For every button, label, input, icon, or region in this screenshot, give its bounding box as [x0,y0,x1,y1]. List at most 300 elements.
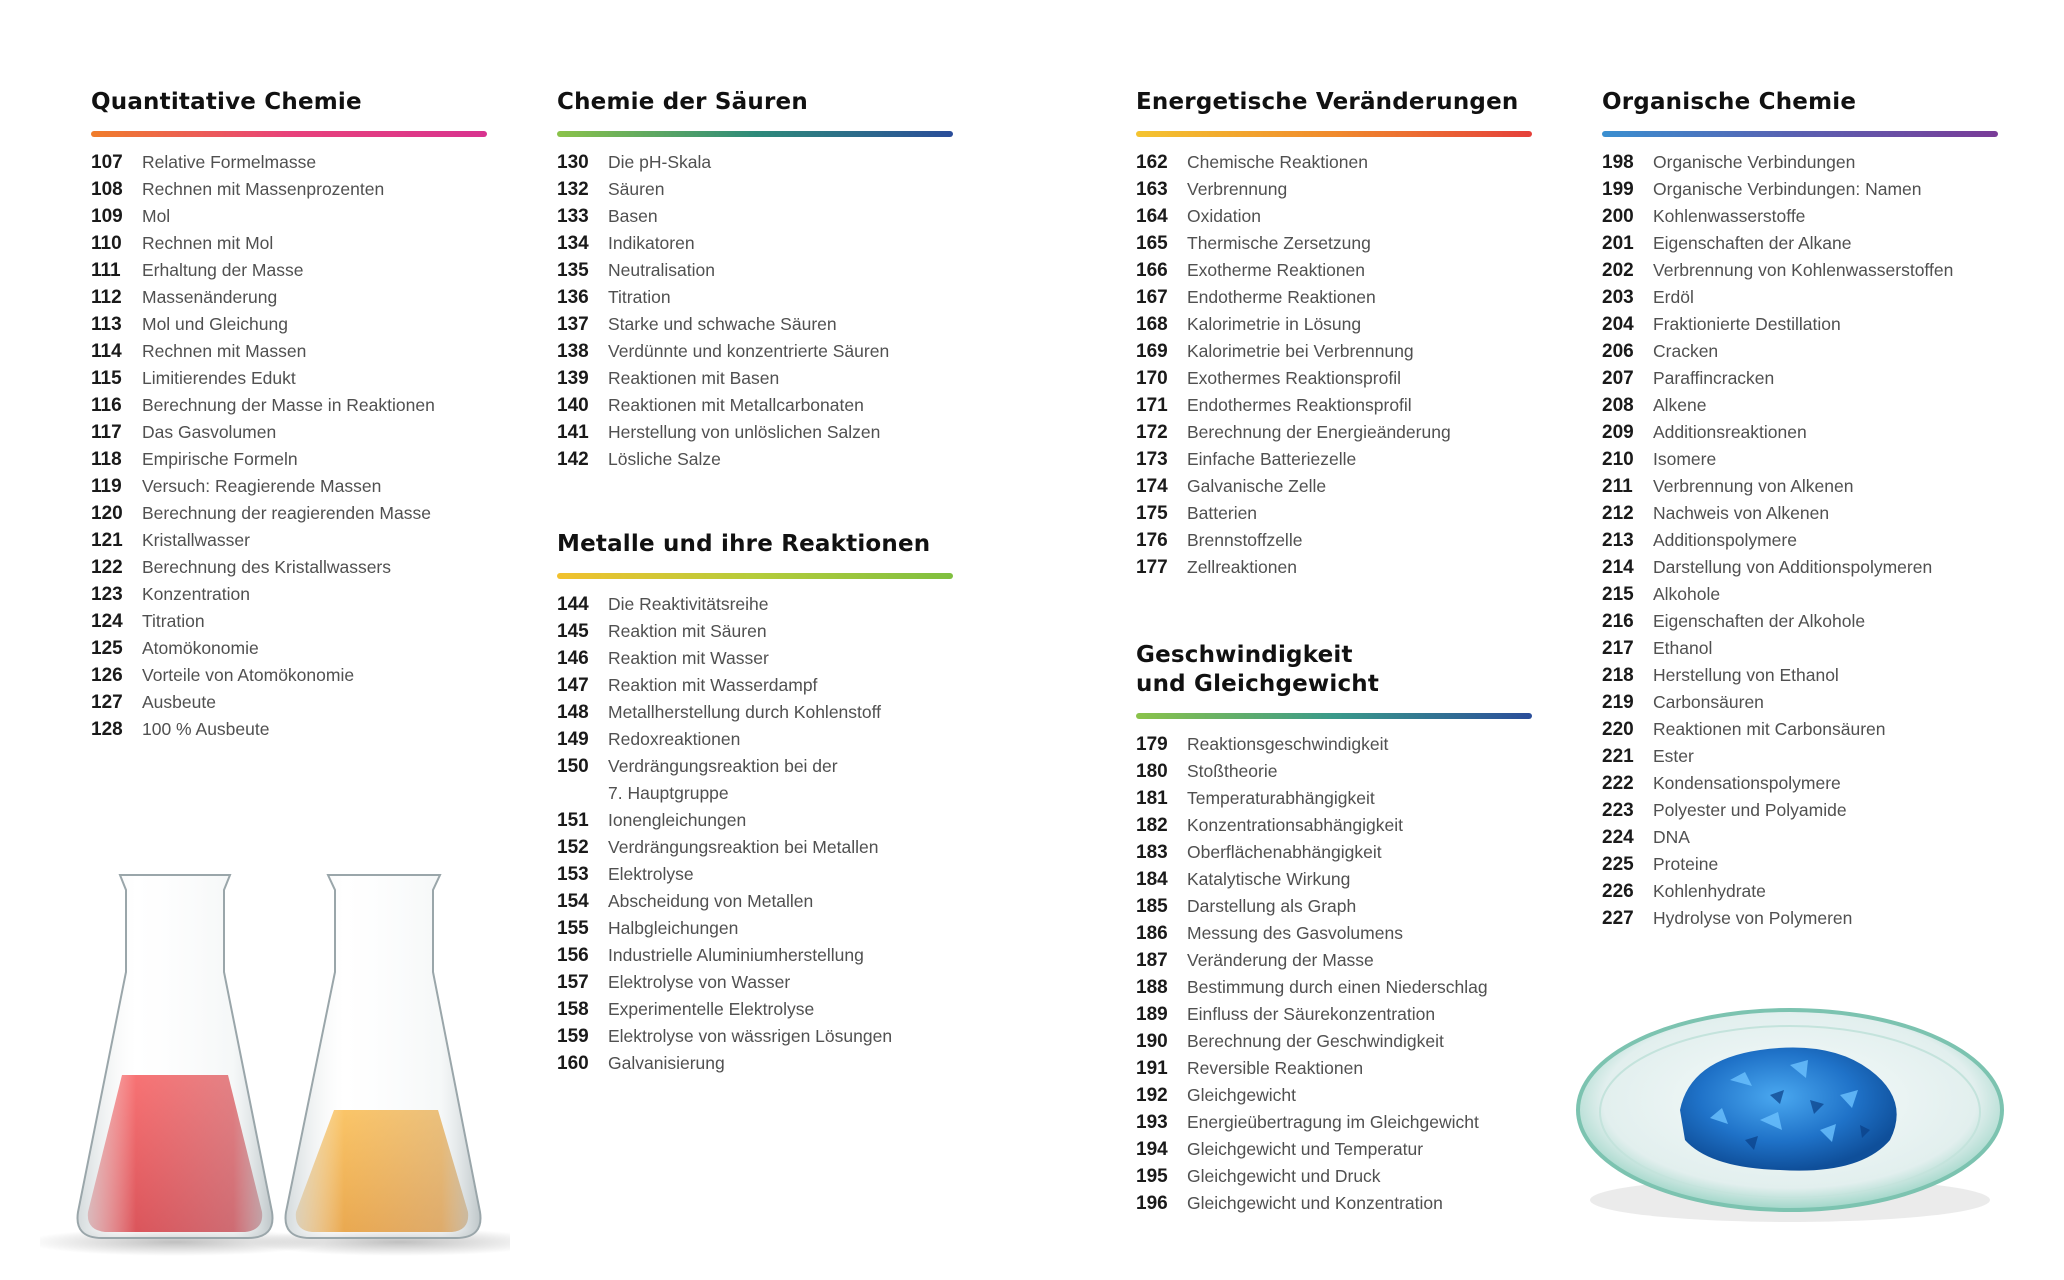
entry-title: Endotherme Reaktionen [1187,287,1376,307]
toc-entry[interactable] [1136,1136,1532,1163]
toc-entry[interactable] [557,1050,953,1077]
toc-entry[interactable] [1136,257,1532,284]
entry-title: Kalorimetrie in Lösung [1187,314,1362,334]
toc-entry[interactable] [1602,581,1998,608]
toc-entry[interactable] [1602,338,1998,365]
section-title-line: Chemie der Säuren [557,89,808,115]
toc-entry[interactable] [1136,1082,1532,1109]
section-color-bar [91,131,487,137]
page-number: 151 [557,810,589,831]
toc-entry[interactable] [1136,176,1532,203]
toc-entry[interactable] [1602,824,1998,851]
page-number: 185 [1136,896,1168,917]
page-number: 162 [1136,152,1168,173]
toc-entry[interactable] [557,149,953,176]
entry-title: Gleichgewicht [1187,1085,1296,1105]
toc-entry[interactable] [1602,608,1998,635]
toc-entry[interactable] [557,969,953,996]
entry-title: Limitierendes Edukt [142,368,296,388]
entry-title: Elektrolyse von Wasser [608,972,791,992]
toc-column-1 [91,88,487,801]
toc-entry[interactable] [557,230,953,257]
entry-title: Experimentelle Elektrolyse [608,999,815,1019]
toc-entry[interactable] [557,365,953,392]
toc-entry[interactable] [1602,797,1998,824]
toc-entry[interactable] [557,1023,953,1050]
toc-entry[interactable] [1602,770,1998,797]
section-title-line: Metalle und ihre Reaktionen [557,531,931,557]
toc-entry[interactable] [1136,473,1532,500]
page-number: 200 [1602,206,1634,227]
page-number: 111 [91,260,121,281]
toc-entry[interactable] [557,915,953,942]
section-title-line: Quantitative Chemie [91,89,362,115]
entry-title: Ester [1653,746,1694,766]
page-number: 224 [1602,827,1634,848]
entry-title: Organische Verbindungen [1653,152,1856,172]
page-number: 179 [1136,734,1168,755]
page-number: 109 [91,206,123,227]
entry-title: Additionspolymere [1653,530,1797,550]
page-number: 108 [91,179,123,200]
toc-entry[interactable] [1602,446,1998,473]
entry-title: Alkohole [1653,584,1721,604]
toc-entry[interactable] [557,834,953,861]
page-number: 219 [1602,692,1634,713]
toc-entry[interactable] [557,419,953,446]
page-number: 157 [557,972,589,993]
page-number: 226 [1602,881,1634,902]
toc-entry[interactable] [557,338,953,365]
toc-entry[interactable] [1602,851,1998,878]
entry-title: Vorteile von Atomökonomie [142,665,355,685]
toc-entry[interactable] [1602,230,1998,257]
page-number: 210 [1602,449,1634,470]
toc-entry[interactable] [1136,839,1532,866]
entry-title: Fraktionierte Destillation [1653,314,1841,334]
entry-title: Paraffincracken [1653,368,1775,388]
toc-entry[interactable] [91,716,487,743]
entry-title: Elektrolyse [608,864,694,884]
toc-entry[interactable] [1136,419,1532,446]
entry-title: Verdrängungsreaktion bei Metallen [608,837,879,857]
entry-title: Reaktionen mit Carbonsäuren [1653,719,1886,739]
toc-entry[interactable] [91,689,487,716]
page-number: 132 [557,179,589,200]
toc-entry[interactable] [1136,554,1532,581]
toc-entry[interactable] [1602,635,1998,662]
entry-title: Alkene [1653,395,1707,415]
toc-entry[interactable] [1602,743,1998,770]
toc-entry[interactable] [557,753,953,780]
entry-title: Kohlenwasserstoffe [1653,206,1806,226]
page-number: 158 [557,999,589,1020]
toc-entry[interactable] [557,996,953,1023]
toc-entry[interactable] [1136,1001,1532,1028]
section-title [91,88,487,117]
entry-title: Basen [608,206,658,226]
page-number [557,780,608,807]
page-number: 176 [1136,530,1168,551]
page-number: 168 [1136,314,1168,335]
page-number: 114 [91,341,122,362]
toc-entry[interactable] [91,500,487,527]
right-flask [286,875,481,1238]
entry-title: Verdrängungsreaktion bei der [608,756,838,776]
toc-entry[interactable] [1136,920,1532,947]
toc-entry[interactable] [1602,527,1998,554]
entry-title: Konzentrationsabhängigkeit [1187,815,1403,835]
entry-title: Rechnen mit Mol [142,233,274,253]
entry-title: Galvanisierung [608,1053,725,1073]
toc-entry[interactable] [557,257,953,284]
page-number: 214 [1602,557,1634,578]
toc-entry[interactable] [1136,866,1532,893]
toc-entry[interactable] [557,807,953,834]
entry-list [1602,149,1998,932]
toc-entry[interactable] [1136,230,1532,257]
entry-title: Cracken [1653,341,1719,361]
entry-title: Berechnung der Masse in Reaktionen [142,395,435,415]
entry-title: Industrielle Aluminiumherstellung [608,945,864,965]
toc-entry[interactable] [1602,500,1998,527]
toc-entry[interactable] [1602,419,1998,446]
toc-entry[interactable] [557,284,953,311]
toc-entry[interactable] [1602,662,1998,689]
page-number: 217 [1602,638,1634,659]
section-title [1602,88,1998,117]
page-number: 125 [91,638,123,659]
page-number: 118 [91,449,122,470]
page-number: 153 [557,864,589,885]
page-number: 187 [1136,950,1168,971]
toc-entry[interactable] [1136,311,1532,338]
section-title-line: Energetische Veränderungen [1136,89,1519,115]
page-number: 208 [1602,395,1634,416]
page-number: 130 [557,152,589,173]
toc-entry[interactable] [1602,284,1998,311]
toc-entry[interactable] [557,176,953,203]
entry-title: Carbonsäuren [1653,692,1764,712]
page-number: 146 [557,648,589,669]
entry-title: Einfache Batteriezelle [1187,449,1357,469]
page-number: 184 [1136,869,1168,890]
entry-title: Berechnung der Geschwindigkeit [1187,1031,1444,1051]
toc-entry[interactable] [91,446,487,473]
entry-title: Reversible Reaktionen [1187,1058,1364,1078]
page-number: 215 [1602,584,1634,605]
entry-title: Hydrolyse von Polymeren [1653,908,1853,928]
toc-entry[interactable] [557,618,953,645]
toc-entry[interactable] [1136,812,1532,839]
page-number: 167 [1136,287,1168,308]
entry-title: Reaktion mit Wasser [608,648,769,668]
toc-entry[interactable] [91,473,487,500]
page-number: 183 [1136,842,1168,863]
entry-title: Proteine [1653,854,1719,874]
entry-title: Reaktionen mit Basen [608,368,780,388]
toc-entry[interactable] [1136,731,1532,758]
toc-entry[interactable] [1136,149,1532,176]
entry-title: Rechnen mit Massen [142,341,307,361]
entry-title: Verbrennung von Alkenen [1653,476,1854,496]
toc-entry[interactable] [1602,149,1998,176]
page-number: 222 [1602,773,1634,794]
toc-entry[interactable] [91,257,487,284]
toc-entry[interactable] [557,780,953,807]
entry-title: Halbgleichungen [608,918,739,938]
entry-title: Titration [608,287,671,307]
toc-entry[interactable] [1136,446,1532,473]
toc-entry[interactable] [1602,878,1998,905]
toc-entry[interactable] [1136,365,1532,392]
toc-entry[interactable] [1136,974,1532,1001]
toc-entry[interactable] [557,942,953,969]
toc-entry[interactable] [557,888,953,915]
toc-entry[interactable] [1602,392,1998,419]
page-number: 150 [557,756,589,777]
toc-entry[interactable] [1136,1055,1532,1082]
toc-entry[interactable] [91,662,487,689]
toc-entry[interactable] [1602,905,1998,932]
page-number: 207 [1602,368,1634,389]
page-number: 120 [91,503,123,524]
entry-title: Rechnen mit Massenprozenten [142,179,385,199]
page-number: 163 [1136,179,1168,200]
toc-entry[interactable] [91,554,487,581]
toc-entry[interactable] [1136,338,1532,365]
page-number: 136 [557,287,589,308]
toc-entry[interactable] [557,645,953,672]
toc-entry[interactable] [91,635,487,662]
entry-title: Messung des Gasvolumens [1187,923,1403,943]
entry-title: Batterien [1187,503,1258,523]
toc-entry[interactable] [1136,1109,1532,1136]
entry-title: Elektrolyse von wässrigen Lösungen [608,1026,893,1046]
page-number: 170 [1136,368,1168,389]
page-number: 206 [1602,341,1634,362]
section-energetische-veraenderungen [1136,88,1532,581]
section-title-line: Geschwindigkeit [1136,642,1353,668]
entry-title: Reaktion mit Säuren [608,621,767,641]
page-number: 121 [91,530,123,551]
toc-entry[interactable] [1136,1028,1532,1055]
toc-entry[interactable] [557,726,953,753]
toc-entry[interactable] [91,581,487,608]
toc-entry[interactable] [91,203,487,230]
page-number: 135 [557,260,589,281]
page-number: 145 [557,621,589,642]
entry-title: Chemische Reaktionen [1187,152,1368,172]
entry-title: Erdöl [1653,287,1694,307]
section-title-line: Organische Chemie [1602,89,1857,115]
entry-title: Eigenschaften der Alkohole [1653,611,1866,631]
section-title [1136,88,1532,117]
page-number: 156 [557,945,589,966]
toc-entry[interactable] [1602,257,1998,284]
entry-title: Ionengleichungen [608,810,747,830]
section-chemie-der-saeuren [557,88,953,473]
entry-title: Zellreaktionen [1187,557,1297,577]
page-number: 115 [91,368,122,389]
page-number: 196 [1136,1193,1168,1214]
entry-title: Kalorimetrie bei Verbrennung [1187,341,1414,361]
toc-entry[interactable] [1136,203,1532,230]
toc-entry[interactable] [1602,554,1998,581]
page-number: 181 [1136,788,1168,809]
entry-title: Exotherme Reaktionen [1187,260,1366,280]
toc-entry[interactable] [557,392,953,419]
section-title [557,530,953,559]
toc-entry[interactable] [91,311,487,338]
toc-entry[interactable] [557,861,953,888]
toc-entry[interactable] [91,608,487,635]
toc-entry[interactable] [1602,176,1998,203]
toc-entry[interactable] [91,149,487,176]
toc-entry[interactable] [1136,1190,1532,1217]
page-number: 133 [557,206,589,227]
toc-entry[interactable] [557,591,953,618]
toc-entry[interactable] [1136,284,1532,311]
toc-entry[interactable] [557,311,953,338]
copper-sulfate-crystals [1680,1048,1897,1171]
page-number: 193 [1136,1112,1168,1133]
page-number: 204 [1602,314,1634,335]
toc-entry[interactable] [91,176,487,203]
entry-title: Die pH-Skala [608,152,712,172]
toc-entry[interactable] [1136,785,1532,812]
page-number: 149 [557,729,589,750]
toc-entry[interactable] [1136,947,1532,974]
entry-title: Neutralisation [608,260,715,280]
toc-entry[interactable] [91,230,487,257]
toc-entry[interactable] [1136,500,1532,527]
entry-title: 100 % Ausbeute [142,719,270,739]
page-number: 119 [91,476,122,497]
toc-entry[interactable] [1136,392,1532,419]
entry-title: Metallherstellung durch Kohlenstoff [608,702,882,722]
entry-title: Lösliche Salze [608,449,721,469]
page-number: 225 [1602,854,1634,875]
entry-title: Das Gasvolumen [142,422,277,442]
page-number: 141 [557,422,589,443]
entry-title: Kristallwasser [142,530,250,550]
entry-title: Stoßtheorie [1187,761,1278,781]
entry-title: Verbrennung von Kohlenwasserstoffen [1653,260,1954,280]
page-number: 199 [1602,179,1634,200]
section-color-bar [557,131,953,137]
entry-title: Einfluss der Säurekonzentration [1187,1004,1436,1024]
toc-entry[interactable] [557,446,953,473]
toc-entry[interactable] [1136,758,1532,785]
entry-title: Versuch: Reagierende Massen [142,476,382,496]
entry-title: 7. Hauptgruppe [608,783,729,803]
section-color-bar [1136,713,1532,719]
page-number: 209 [1602,422,1634,443]
entry-title: Konzentration [142,584,250,604]
entry-title: Abscheidung von Metallen [608,891,814,911]
page-number: 160 [557,1053,589,1074]
toc-entry[interactable] [557,203,953,230]
petri-dish-copper-sulfate-icon [1570,1000,2010,1230]
entry-title: Gleichgewicht und Druck [1187,1166,1381,1186]
entry-title: Mol und Gleichung [142,314,288,334]
toc-entry[interactable] [1602,311,1998,338]
page-number: 216 [1602,611,1634,632]
page-number: 188 [1136,977,1168,998]
page-number: 186 [1136,923,1168,944]
entry-title: Reaktionsgeschwindigkeit [1187,734,1389,754]
entry-title: Bestimmung durch einen Niederschlag [1187,977,1488,997]
entry-title: Die Reaktivitätsreihe [608,594,769,614]
entry-title: Darstellung als Graph [1187,896,1357,916]
entry-title: Gleichgewicht und Temperatur [1187,1139,1424,1159]
toc-column-3 [1136,88,1532,1275]
section-title [1136,641,1532,699]
toc-entry[interactable] [1602,365,1998,392]
toc-entry[interactable] [557,672,953,699]
toc-entry[interactable] [91,419,487,446]
page-number: 137 [557,314,589,335]
entry-title: Isomere [1653,449,1717,469]
entry-title: Additionsreaktionen [1653,422,1807,442]
toc-entry[interactable] [91,284,487,311]
entry-list [557,591,953,1077]
toc-entry[interactable] [91,338,487,365]
page-number: 218 [1602,665,1634,686]
toc-entry[interactable] [91,392,487,419]
entry-title: Galvanische Zelle [1187,476,1327,496]
toc-entry[interactable] [1602,689,1998,716]
page-number: 202 [1602,260,1634,281]
toc-entry[interactable] [1602,716,1998,743]
entry-title: Oberflächenabhängigkeit [1187,842,1382,862]
page-number: 155 [557,918,589,939]
page-number: 142 [557,449,589,470]
toc-column-2 [557,88,953,1135]
toc-entry[interactable] [1136,893,1532,920]
page-number: 107 [91,152,123,173]
page-number: 154 [557,891,589,912]
page-number: 212 [1602,503,1634,524]
toc-entry[interactable] [1602,203,1998,230]
page-number: 124 [91,611,123,632]
toc-entry[interactable] [91,365,487,392]
page-number: 122 [91,557,123,578]
page-number: 113 [91,314,122,335]
toc-entry[interactable] [1136,527,1532,554]
page-number: 189 [1136,1004,1168,1025]
toc-entry[interactable] [1136,1163,1532,1190]
toc-entry[interactable] [1602,473,1998,500]
page-number: 134 [557,233,589,254]
toc-entry[interactable] [557,699,953,726]
toc-entry[interactable] [91,527,487,554]
entry-title: Gleichgewicht und Konzentration [1187,1193,1443,1213]
entry-title: Oxidation [1187,206,1261,226]
entry-title: Brennstoffzelle [1187,530,1303,550]
entry-title: Energieübertragung im Gleichgewicht [1187,1112,1479,1132]
entry-list [91,149,487,743]
entry-title: Darstellung von Additionspolymeren [1653,557,1933,577]
page-number: 190 [1136,1031,1168,1052]
page-number: 147 [557,675,589,696]
section-title [557,88,953,117]
entry-title: Säuren [608,179,665,199]
section-title-line: und Gleichgewicht [1136,671,1380,697]
erlenmeyer-flasks-icon [40,860,510,1260]
entry-title: Berechnung der reagierenden Masse [142,503,431,523]
